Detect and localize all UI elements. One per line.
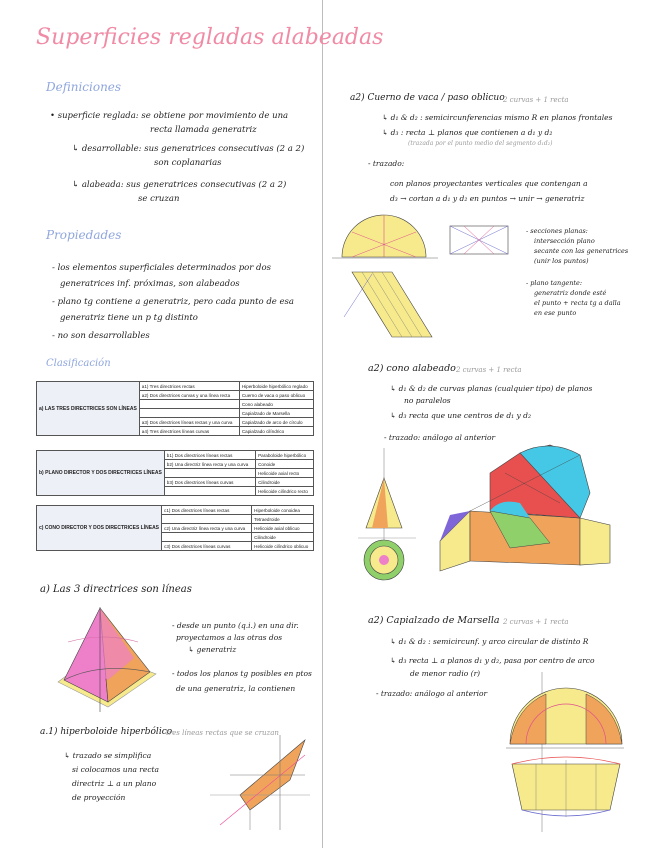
heading-cono: a2) cono alabeado bbox=[368, 363, 456, 374]
cono-line: ↳ d₁ & d₂ de curvas planas (cualquier tipo) de planos bbox=[390, 384, 593, 393]
table-cell bbox=[164, 469, 255, 478]
marsella-line: ↳ d₁ & d₂ : semicircunf. y arco circular de distinto R bbox=[390, 637, 589, 646]
cuerno-side: - secciones planas: bbox=[526, 227, 588, 235]
cono-line: ↳ d₃ recta que une centros de d₁ y d₂ bbox=[390, 411, 531, 420]
cuerno-note: (trazada por el punto medio del segmento d₁d₂) bbox=[408, 140, 553, 147]
pyramid-diagram bbox=[38, 602, 163, 717]
prop-line: - no son desarrollables bbox=[52, 331, 150, 341]
cuerno-side: secante con las generatrices bbox=[534, 247, 629, 255]
table-cell: c2) Una directriz línea recta y una curva bbox=[162, 524, 252, 533]
classification-table-a bbox=[36, 381, 314, 436]
cuerno-side: (unir los puntos) bbox=[534, 257, 589, 265]
table-cell bbox=[162, 533, 252, 542]
lineas-note: - desde un punto (q.i.) en una dir. bbox=[172, 621, 299, 630]
cuerno-trazado: - trazado: bbox=[368, 159, 405, 168]
table-group-label: a) LAS TRES DIRECTRICES SON LÍNEAS bbox=[37, 382, 140, 436]
table-cell bbox=[139, 409, 239, 418]
table-group-label: b) PLANO DIRECTOR Y DOS DIRECTRICES LÍNEAS bbox=[37, 451, 165, 496]
marsella-diagram bbox=[506, 672, 624, 842]
table-cell: Helicoide axial oblicuo bbox=[252, 524, 314, 533]
heading-lineas: a) Las 3 directrices son líneas bbox=[40, 584, 192, 595]
heading-propiedades: Propiedades bbox=[46, 228, 122, 242]
table-cell: b2) Una directriz línea recta y una curva bbox=[164, 460, 255, 469]
table-cell: Helicoide cilíndrico oblicuo bbox=[252, 542, 314, 551]
cono-3d-diagram bbox=[430, 443, 620, 578]
table-cell: a1) Tres directrices rectas bbox=[139, 382, 239, 391]
prop-line: generatrices inf. próximas, son alabeados bbox=[60, 279, 240, 289]
hiper-line: ↳ trazado se simplifica bbox=[64, 751, 152, 760]
table-cell: Cilindroide bbox=[252, 533, 314, 542]
cono-trazado: - trazado: análogo al anterior bbox=[384, 433, 496, 442]
cuerno-line: ↳ d₃ : recta ⊥ planos que contienen a d₁ y d₂ bbox=[382, 128, 553, 137]
heading-cuerno: a2) Cuerno de vaca / paso oblicuo bbox=[350, 93, 505, 103]
table-group-label: c) CONO DIRECTOR Y DOS DIRECTRICES LÍNEAS bbox=[37, 506, 162, 551]
table-cell bbox=[164, 487, 255, 496]
lineas-note: proyectamos a las otras dos bbox=[176, 633, 283, 642]
table-cell: Paraboloide hiperbólico bbox=[256, 451, 314, 460]
table-cell: Cono alabeado bbox=[239, 400, 313, 409]
hiper-line: si colocamos una recta bbox=[72, 765, 160, 774]
hiper-line: de proyección bbox=[72, 793, 126, 802]
table-cell: Tetraedroide bbox=[252, 515, 314, 524]
table-cell: a3) Dos directrices líneas rectas y una curva bbox=[139, 418, 239, 427]
cuerno-line: con planos proyectantes verticales que contengan a bbox=[390, 179, 588, 188]
hyperboloid-diagram bbox=[210, 735, 315, 835]
table-cell: Conoide bbox=[256, 460, 314, 469]
cuerno-side: en ese punto bbox=[534, 309, 577, 317]
table-cell: Hiperboloide hiperbólico reglado bbox=[239, 382, 313, 391]
heading-definiciones: Definiciones bbox=[46, 80, 122, 94]
table-cell: Capialzado de Marsella bbox=[239, 409, 313, 418]
table-cell: c3) Dos directrices líneas curvas bbox=[162, 542, 252, 551]
marsella-trazado: - trazado: análogo al anterior bbox=[376, 689, 488, 698]
table-cell: Hiperboloide conoidea bbox=[252, 506, 314, 515]
cuerno-line: ↳ d₁ & d₂ : semicircunferencias mismo R en planos frontales bbox=[382, 113, 613, 122]
table-cell: a4) Tres directrices líneas curvas bbox=[139, 427, 239, 436]
cuerno-side: - plano tangente: bbox=[526, 279, 583, 287]
def-line: recta llamada generatriz bbox=[150, 125, 257, 135]
table-cell: Helicoide axial recto bbox=[256, 469, 314, 478]
lineas-note: de una generatriz, la contienen bbox=[176, 684, 296, 693]
def-line: ↳ alabeada: sus generatrices consecutivas (2 a 2) bbox=[72, 180, 287, 190]
prop-line: - plano tg contiene a generatriz, pero cada punto de esa bbox=[52, 297, 294, 307]
table-cell: Cuerno de vaca o paso oblicuo bbox=[239, 391, 313, 400]
cuerno-section-diagram bbox=[448, 222, 512, 260]
classification-table-c bbox=[36, 505, 314, 551]
table-cell: Cilindroide bbox=[256, 478, 314, 487]
table-cell: Helicoide cilíndrico recto bbox=[256, 487, 314, 496]
table-cell: Capialzado cilíndrico bbox=[239, 427, 313, 436]
page-title: Superficies regladas alabeadas bbox=[36, 25, 384, 50]
lineas-note: - todos los planos tg posibles en ptos bbox=[172, 669, 312, 678]
cuerno-side: intersección plano bbox=[534, 237, 595, 245]
lineas-note: ↳ generatriz bbox=[188, 645, 237, 654]
table-cell: c1) Dos directrices líneas rectas bbox=[162, 506, 252, 515]
def-line: • superficie reglada: se obtiene por movimiento de una bbox=[50, 111, 289, 121]
def-line: se cruzan bbox=[138, 194, 180, 204]
hiper-line: directriz ⊥ a un plano bbox=[72, 779, 157, 788]
page-divider bbox=[322, 0, 323, 848]
def-line: ↳ desarrollable: sus generatrices consecutivas (2 a 2) bbox=[72, 144, 305, 154]
classification-table-b bbox=[36, 450, 314, 496]
heading-marsella: a2) Capialzado de Marsella bbox=[368, 615, 500, 626]
cono-alabeado-diagram bbox=[358, 448, 420, 588]
prop-line: - los elementos superficiales determinados por dos bbox=[52, 263, 271, 273]
table-cell: b1) Dos directrices líneas rectas bbox=[164, 451, 255, 460]
hiperboloide-note: tres líneas rectas que se cruzan bbox=[166, 729, 279, 737]
def-line: son coplanarias bbox=[154, 158, 222, 168]
table-cell: a2) Dos directrices curvas y una línea recta bbox=[139, 391, 239, 400]
cono-note: 2 curvas + 1 recta bbox=[456, 366, 522, 374]
marsella-note: 2 curvas + 1 recta bbox=[503, 618, 569, 626]
heading-clasificacion: Clasificación bbox=[46, 358, 111, 369]
table-cell: b3) Dos directrices líneas curvas bbox=[164, 478, 255, 487]
table-cell: Capialzado de arco de círculo bbox=[239, 418, 313, 427]
cuerno-side: el punto + recta tg a dalla bbox=[534, 299, 621, 307]
cuerno-line: d₃ → cortan a d₁ y d₂ en puntos → unir → generatriz bbox=[390, 194, 585, 203]
marsella-line: de menor radio (r) bbox=[410, 669, 481, 678]
prop-line: generatriz tiene un p tg distinto bbox=[60, 313, 198, 323]
cuerno-note: 2 curvas + 1 recta bbox=[503, 96, 569, 104]
marsella-line: ↳ d₃ recta ⊥ a planos d₁ y d₂, pasa por centro de arco bbox=[390, 656, 595, 665]
cono-line: no paralelos bbox=[404, 396, 451, 405]
heading-hiperboloide: a.1) hiperboloide hiperbólico bbox=[40, 727, 173, 737]
cuerno-de-vaca-diagram bbox=[332, 212, 440, 352]
cuerno-side: generatriz donde esté bbox=[534, 289, 607, 297]
table-cell bbox=[162, 515, 252, 524]
table-cell bbox=[139, 400, 239, 409]
